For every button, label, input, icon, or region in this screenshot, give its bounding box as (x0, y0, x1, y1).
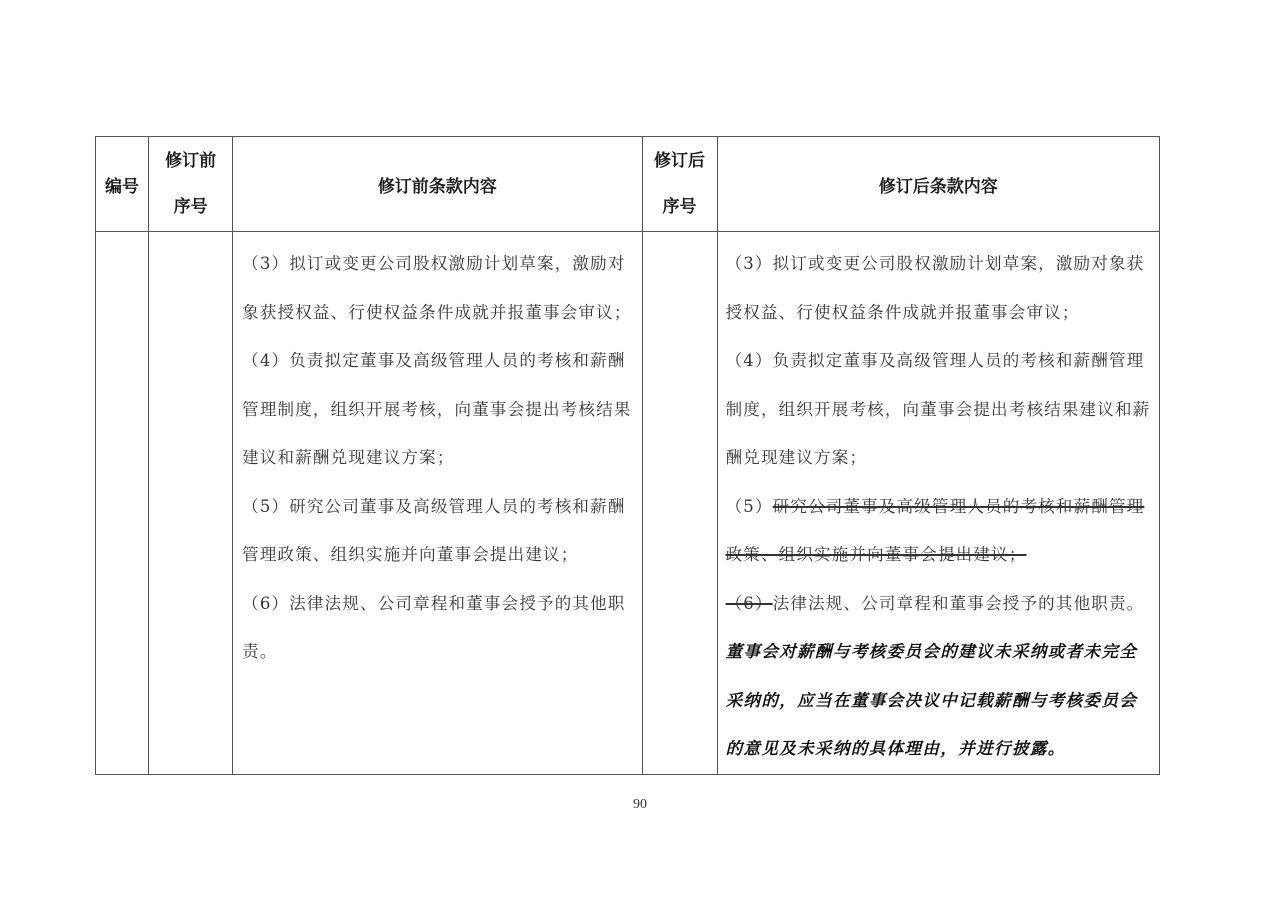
pre-item-6: （6）法律法规、公司章程和董事会授予的其他职责。 (242, 593, 626, 661)
header-post-content-label: 修订后条款内容 (878, 176, 998, 197)
header-pre-seq-line1: 修订前 (165, 151, 217, 171)
header-post-seq-line1: 修订后 (654, 151, 706, 171)
post-item-6-deleted-prefix: （6） (725, 593, 773, 613)
cell-post-content (717, 232, 1159, 775)
header-post-seq-line2: 序号 (662, 197, 697, 217)
cell-number (96, 232, 149, 775)
header-pre-seq-line2: 序号 (173, 197, 208, 217)
cell-pre-content (233, 232, 642, 775)
page-number: 90 (633, 797, 647, 812)
header-post-content (717, 137, 1159, 232)
cell-pre-seq (149, 232, 233, 775)
header-number-label: 编号 (105, 176, 140, 197)
header-pre-seq (149, 137, 233, 232)
post-item-6-text: 法律法规、公司章程和董事会授予的其他职责。 (772, 593, 1145, 613)
post-added-text: 董事会对薪酬与考核委员会的建议未采纳或者未完全采纳的，应当在董事会决议中记载薪酬与考核委员会的意见及未采纳的具体理由，并进行披露。 (725, 642, 1138, 758)
table-header-row (96, 137, 1160, 232)
pre-item-3: （3）拟订或变更公司股权激励计划草案，激励对象获授权益、行使权益条件成就并报董事会审议； (242, 254, 632, 322)
pre-content-text (233, 232, 641, 677)
post-item-5 (726, 483, 1153, 580)
post-content-text (718, 232, 1159, 774)
header-pre-content (233, 137, 642, 232)
pre-item-4: （4）负责拟定董事及高级管理人员的考核和薪酬管理制度，组织开展考核，向董事会提出考核结果建议和薪酬兑现建议方案； (242, 351, 632, 467)
header-post-seq (642, 137, 717, 232)
revision-comparison-table (95, 136, 1160, 775)
post-item-6 (726, 580, 1153, 629)
post-item-5-prefix: （5） (725, 496, 773, 516)
cell-post-seq (642, 232, 717, 775)
header-pre-content-label: 修订前条款内容 (377, 176, 497, 197)
post-item-3: （3）拟订或变更公司股权激励计划草案，激励对象获授权益、行使权益条件成就并报董事会审议； (725, 254, 1145, 322)
post-item-5-deleted: 研究公司董事及高级管理人员的考核和薪酬管理政策、组织实施并向董事会提出建议； (725, 496, 1145, 564)
header-number (96, 137, 149, 232)
post-item-4: （4）负责拟定董事及高级管理人员的考核和薪酬管理制度，组织开展考核，向董事会提出考核结果建议和薪酬兑现建议方案； (725, 351, 1151, 467)
pre-item-5: （5）研究公司董事及高级管理人员的考核和薪酬管理政策、组织实施并向董事会提出建议； (242, 496, 626, 564)
table-row (96, 232, 1160, 775)
